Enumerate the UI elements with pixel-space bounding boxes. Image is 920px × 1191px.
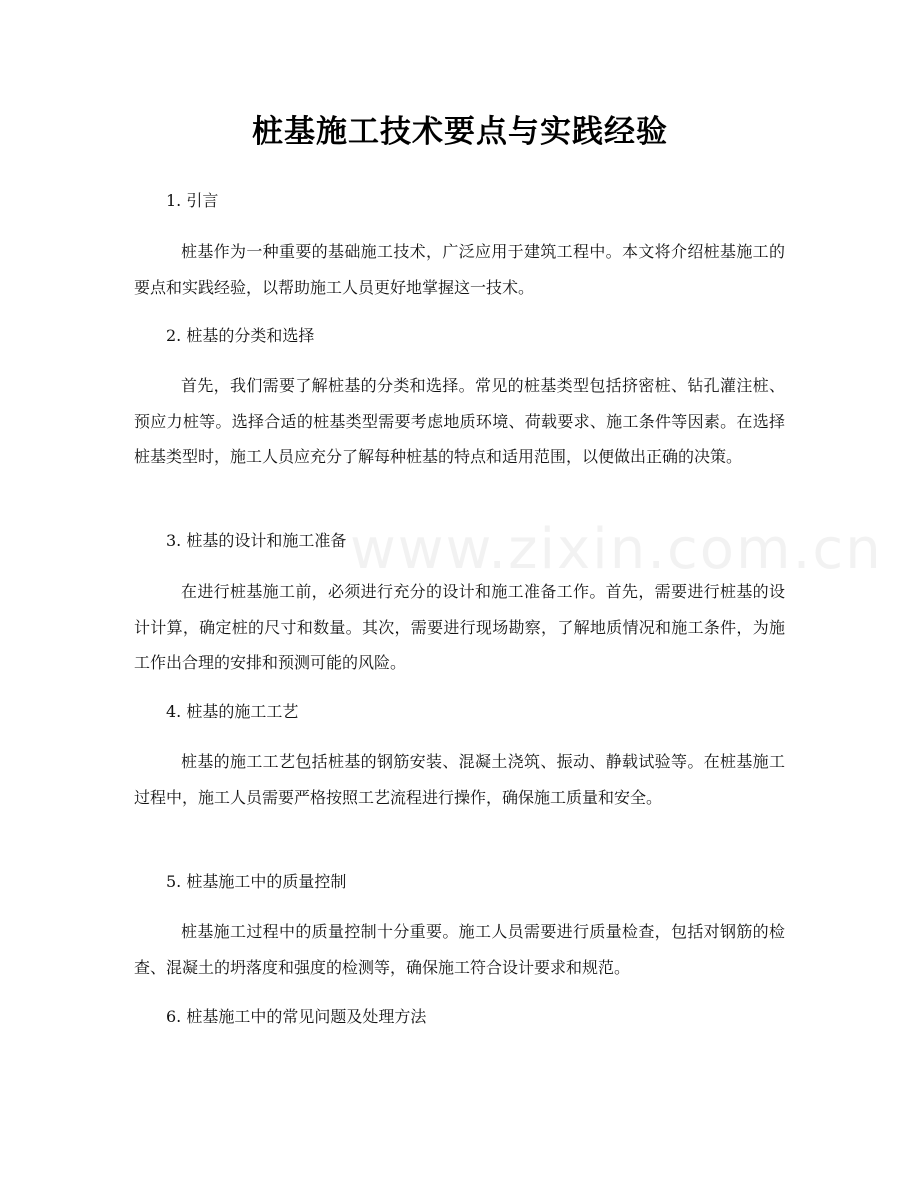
section-body-4: 桩基的施工工艺包括桩基的钢筋安装、混凝土浇筑、振动、静载试验等。在桩基施工过程中，施工人员需要严格按照工艺流程进行操作，确保施工质量和安全。 — [134, 752, 785, 807]
section-body-3: 在进行桩基施工前，必须进行充分的设计和施工准备工作。首先，需要进行桩基的设计计算，确定桩的尺寸和数量。其次，需要进行现场勘察，了解地质情况和施工条件，为施工作出合理的安排和预测可能的风险。 — [134, 582, 785, 672]
watermark: www.zixin.com.cn — [350, 517, 883, 582]
section-heading-6: 6. 桩基施工中的常见问题及处理方法 — [166, 1007, 427, 1026]
section-heading-4: 4. 桩基的施工工艺 — [166, 702, 299, 721]
section-heading-2: 2. 桩基的分类和选择 — [166, 326, 315, 345]
document-title: 桩基施工技术要点与实践经验 — [252, 114, 668, 150]
section-body-5: 桩基施工过程中的质量控制十分重要。施工人员需要进行质量检查，包括对钢筋的检查、混凝土的坍落度和强度的检测等，确保施工符合设计要求和规范。 — [134, 922, 785, 977]
section-body-1: 桩基作为一种重要的基础施工技术，广泛应用于建筑工程中。本文将介绍桩基施工的要点和实践经验，以帮助施工人员更好地掌握这一技术。 — [134, 242, 785, 297]
section-heading-5: 5. 桩基施工中的质量控制 — [166, 872, 347, 891]
section-body-2: 首先，我们需要了解桩基的分类和选择。常见的桩基类型包括挤密桩、钻孔灌注桩、预应力桩等。选择合适的桩基类型需要考虑地质环境、荷载要求、施工条件等因素。在选择桩基类型时，施工人员应充分了解每种桩基的特点和适用范围，以便做出正确的决策。 — [134, 376, 785, 466]
section-heading-1: 1. 引言 — [166, 191, 219, 210]
section-heading-3: 3. 桩基的设计和施工准备 — [166, 531, 347, 550]
